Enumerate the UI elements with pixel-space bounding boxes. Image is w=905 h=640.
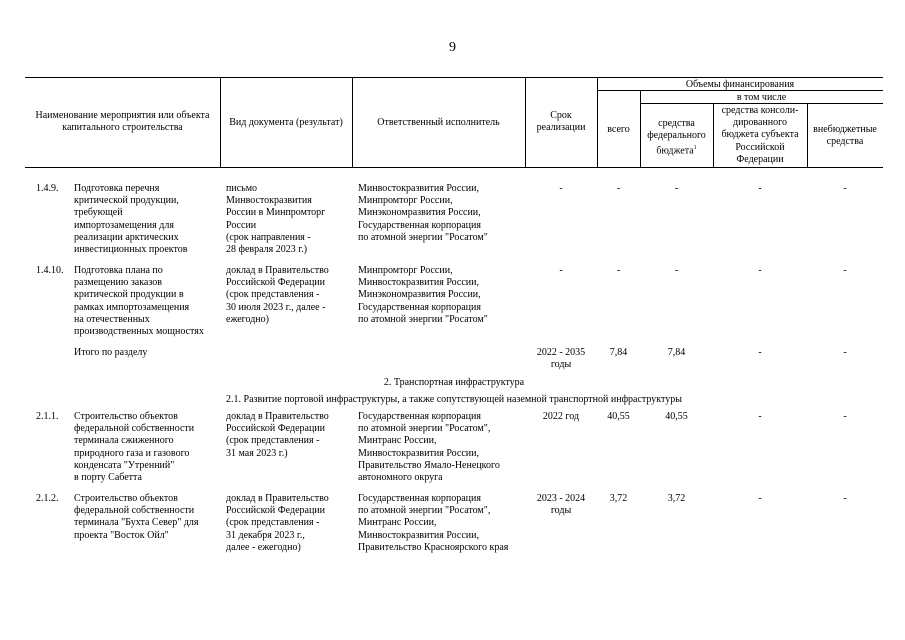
row-extrabudget: -	[843, 183, 847, 194]
row-regional: -	[758, 411, 762, 422]
row-term: -	[559, 265, 563, 276]
section-title: 2. Транспортная инфраструктура	[383, 377, 525, 388]
row-total: 7,84	[609, 347, 628, 358]
row-regional: -	[758, 183, 762, 194]
page-number: 9	[449, 40, 456, 55]
row-name: Строительство объектов федеральной собственности терминала "Бухта Север" для проекта "Восток Ойл"	[74, 493, 199, 541]
header-federal-footnote: 1	[693, 145, 697, 152]
row-extrabudget: -	[843, 347, 847, 358]
row-regional: -	[758, 347, 762, 358]
header-total: всего	[607, 124, 630, 135]
header-extrabudget: внебюджетные средства	[813, 124, 877, 148]
subsection-title: 2.1. Развитие портовой инфраструктуры, а также сопутствующей наземной транспортной инфраструктуры	[226, 394, 682, 405]
row-federal: 7,84	[667, 347, 686, 358]
row-regional: -	[758, 265, 762, 276]
header-federal-label: средства федерального бюджета	[647, 118, 706, 157]
row-regional: -	[758, 493, 762, 504]
row-extrabudget: -	[843, 411, 847, 422]
row-total: 40,55	[607, 411, 630, 422]
row-number: 1.4.10.	[36, 265, 64, 276]
header-federal	[640, 118, 713, 158]
row-term: 2022 год	[542, 411, 580, 422]
row-total: -	[616, 265, 621, 276]
row-term: 2022 - 2035 годы	[536, 347, 586, 371]
row-federal: 40,55	[665, 411, 688, 422]
row-document: доклад в Правительство Российской Федерации (срок представления - 31 мая 2023 г.)	[226, 411, 329, 459]
header-name: Наименование мероприятия или объекта капитального строительства	[35, 110, 210, 134]
row-number: 2.1.2.	[36, 493, 59, 504]
row-executor: Минпромторг России, Минвостокразвития России, Минэкономразвития России, Государственная корпорация по атомной энергии "Росатом"	[358, 265, 488, 325]
header-financing: Объемы финансирования	[685, 79, 795, 90]
header-executor: Ответственный исполнитель	[377, 117, 500, 128]
row-name: Строительство объектов федеральной собственности терминала сжиженного природного газа и газового конденсата "Утренний" в порту Сабетта	[74, 411, 195, 484]
header-including: в том числе	[736, 92, 787, 103]
row-document: доклад в Правительство Российской Федерации (срок представления - 30 июля 2023 г., далее - ежегодно)	[226, 265, 329, 325]
table-top-border	[25, 77, 883, 78]
row-document: письмо Минвостокразвития России в Минпромторг России (срок направления - 28 февраля 2023 г.)	[226, 183, 326, 256]
row-federal: -	[674, 183, 679, 194]
row-extrabudget: -	[843, 265, 847, 276]
row-federal: 3,72	[667, 493, 686, 504]
row-number: 2.1.1.	[36, 411, 59, 422]
row-extrabudget: -	[843, 493, 847, 504]
row-name: Итого по разделу	[74, 347, 148, 358]
row-executor: Государственная корпорация по атомной энергии "Росатом", Минтранс России, Минвостокразвития России, Правительство Ямало-Ненецкого автономного округа	[358, 411, 500, 484]
header-consolidated: средства консоли- дированного бюджета субъекта Российской Федерации	[721, 105, 799, 165]
row-executor: Государственная корпорация по атомной энергии "Росатом", Минтранс России, Минвостокразвития России, Правительство Красноярского края	[358, 493, 509, 553]
row-term: 2023 - 2024 годы	[536, 493, 586, 517]
row-federal: -	[674, 265, 679, 276]
row-term: -	[559, 183, 563, 194]
row-name: Подготовка перечня критической продукции, требующей импортозамещения для реализации арктических инвестиционных проектов	[74, 183, 188, 256]
row-executor: Минвостокразвития России, Минпромторг России, Минэкономразвития России, Государственная корпорация по атомной энергии "Росатом"	[358, 183, 488, 243]
header-bottom-border	[25, 167, 883, 168]
header-doc-type: Вид документа (результат)	[229, 117, 343, 128]
row-name: Подготовка плана по размещению заказов критической продукции в рамках импортозамещения на отечественных производственных мощностях	[74, 265, 204, 338]
row-document: доклад в Правительство Российской Федерации (срок представления - 31 декабря 2023 г., далее - ежегодно)	[226, 493, 329, 553]
row-total: -	[616, 183, 621, 194]
row-total: 3,72	[609, 493, 628, 504]
header-term: Срок реализации	[536, 110, 586, 134]
row-number: 1.4.9.	[36, 183, 59, 194]
